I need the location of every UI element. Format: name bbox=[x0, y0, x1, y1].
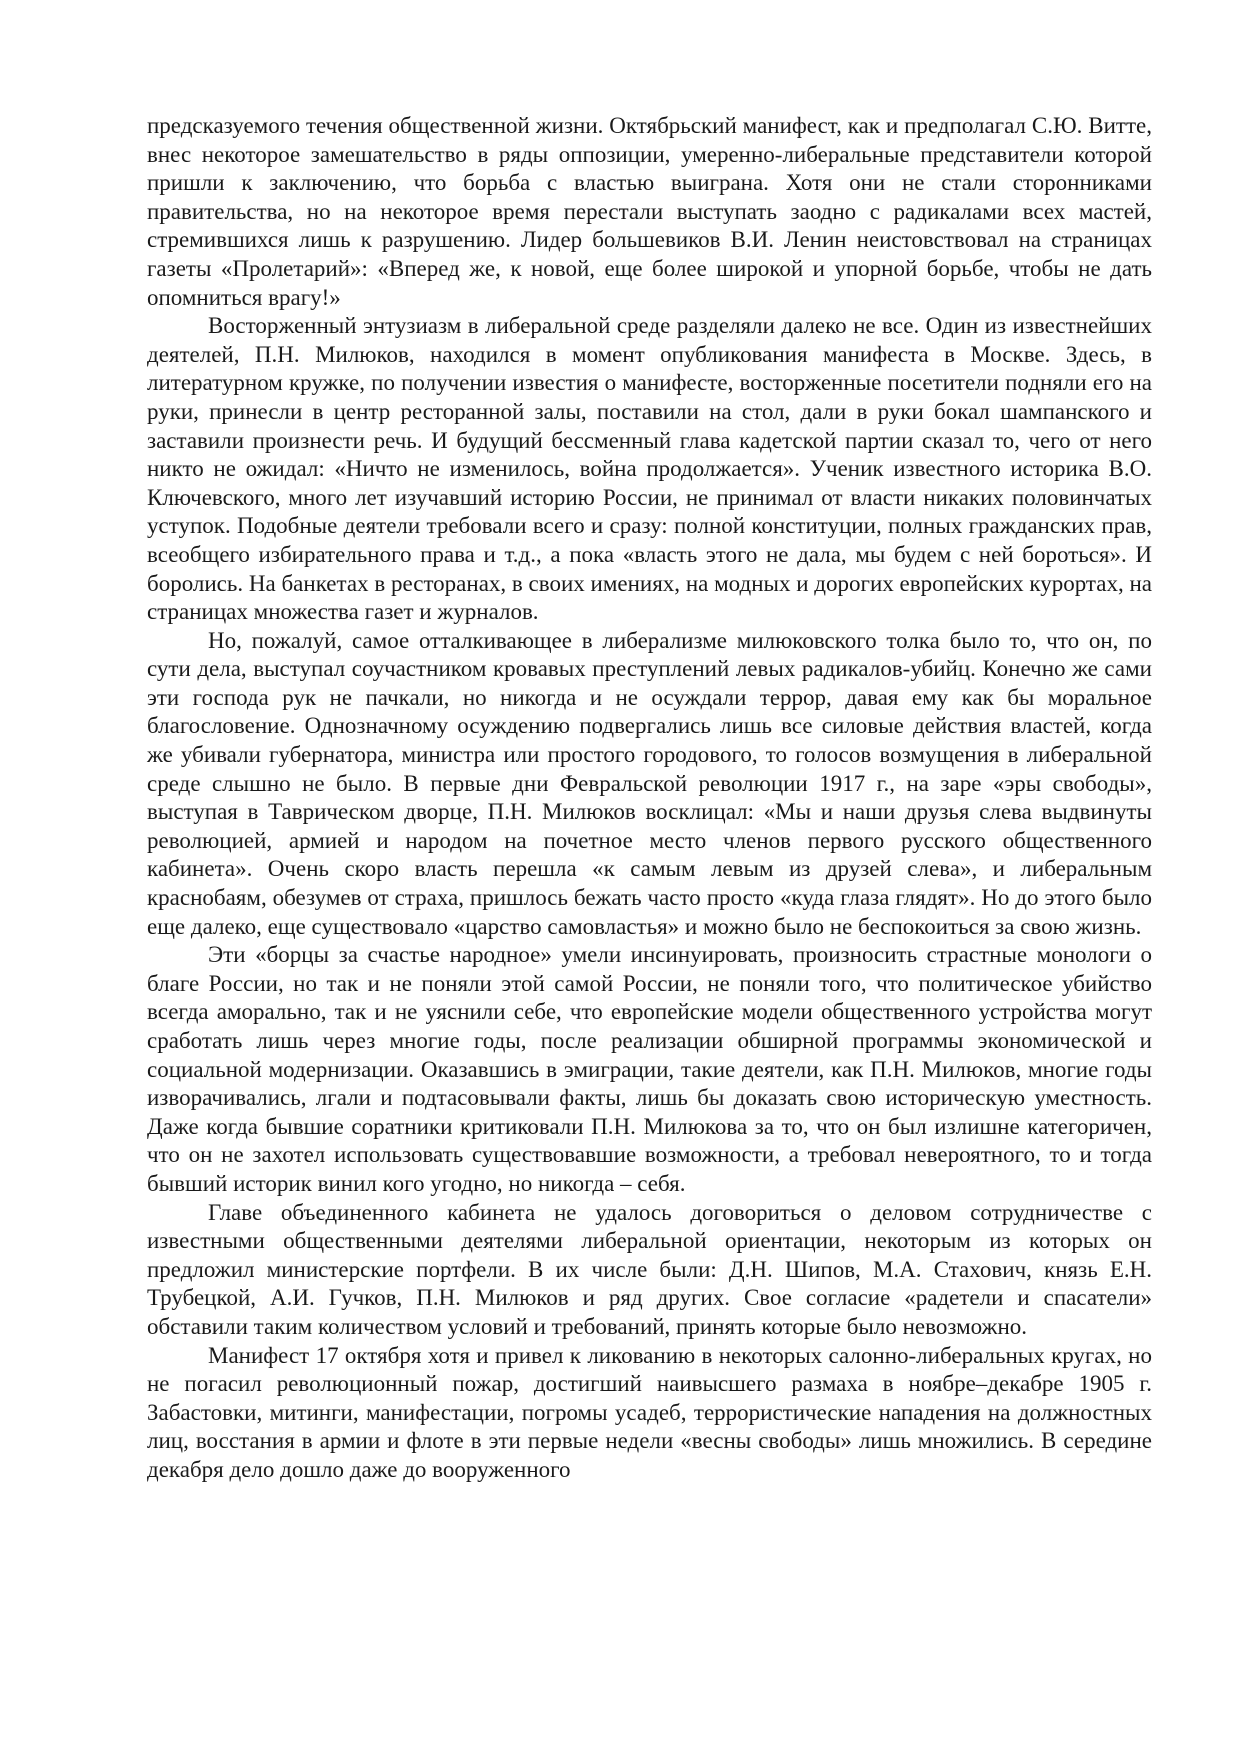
paragraph: Но, пожалуй, самое отталкивающее в либерализме милюковского толка было то, что он, по сути дела, выступал соучастником кровавых преступлений левых радикалов-убийц. Конечно же сами эти господа рук не пачкали, но никогда и не осуждали террор, давая ему как бы моральное благословение. Однозначному осуждению подвергались лишь все силовые действия властей, когда же убивали губернатора, министра или простого городового, то голосов возмущения в либеральной среде слышно не было. В первые дни Февральской революции 1917 г., на заре «эры свободы», выступая в Таврическом дворце, П.Н. Милюков восклицал: «Мы и наши друзья слева выдвинуты революцией, армией и народом на почетное место членов первого русского общественного кабинета». Очень скоро власть перешла «к самым левым из друзей слева», и либеральным краснобаям, обезумев от страха, пришлось бежать часто просто «куда глаза глядят». Но до этого было еще далеко, еще существовало «царство самовластья» и можно было не беспокоиться за свою жизнь. bbox=[147, 627, 1152, 939]
paragraph: Манифест 17 октября хотя и привел к ликованию в некоторых салонно-либеральных кругах, но не погасил революционный пожар, достигший наивысшего размаха в ноябре–декабре 1905 г. Забастовки, митинги, манифестации, погромы усадеб, террористические нападения на должностных лиц, восстания в армии и флоте в эти первые недели «весны свободы» лишь множились. В середине декабря дело дошло даже до вооруженного bbox=[147, 1342, 1152, 1482]
paragraph: Восторженный энтузиазм в либеральной среде разделяли далеко не все. Один из известнейших деятелей, П.Н. Милюков, находился в момент опубликования манифеста в Москве. Здесь, в литературном кружке, по получении известия о манифесте, восторженные посетители подняли его на руки, принесли в центр ресторанной залы, поставили на стол, дали в руки бокал шампанского и заставили произнести речь. И будущий бессменный глава кадетской партии сказал то, чего от него никто не ожидал: «Ничто не изменилось, война продолжается». Ученик известного историка В.О. Ключевского, много лет изучавший историю России, не принимал от власти никаких половинчатых уступок. Подобные деятели требовали всего и сразу: полной конституции, полных гражданских прав, всеобщего избирательного права и т.д., а пока «власть этого не дала, мы будем с ней бороться». И боролись. На банкетах в ресторанах, в своих имениях, на модных и дорогих европейских курортах, на страницах множества газет и журналов. bbox=[147, 313, 1152, 625]
paragraph: Эти «борцы за счастье народное» умели инсинуировать, произносить страстные монологи о благе России, но так и не поняли этой самой России, не поняли того, что политическое убийство всегда аморально, так и не уяснили себе, что европейские модели общественного устройства могут сработать лишь через многие годы, после реализации обширной программы экономической и социальной модернизации. Оказавшись в эмиграции, такие деятели, как П.Н. Милюков, многие годы изворачивались, лгали и подтасовывали факты, лишь бы доказать свою историческую уместность. Даже когда бывшие соратники критиковали П.Н. Милюкова за то, что он был излишне категоричен, что он не захотел использовать существовавшие возможности, а требовал невероятного, то и тогда бывший историк винил кого угодно, но никогда – себя. bbox=[147, 942, 1152, 1196]
paragraph: предсказуемого течения общественной жизни. Октябрьский манифест, как и предполагал С.Ю. Витте, внес некоторое замешательство в ряды оппозиции, умеренно-либеральные представители которой пришли к заключению, что борьба с властью выиграна. Хотя они не стали сторонниками правительства, но на некоторое время перестали выступать заодно с радикалами всех мастей, стремившихся лишь к разрушению. Лидер большевиков В.И. Ленин неистовствовал на страницах газеты «Пролетарий»: «Вперед же, к новой, еще более широкой и упорной борьбе, чтобы не дать опомниться врагу!» bbox=[147, 113, 1152, 310]
paragraph: Главе объединенного кабинета не удалось договориться о деловом сотрудничестве с известными общественными деятелями либеральной ориентации, некоторым из которых он предложил министерские портфели. В их числе были: Д.Н. Шипов, М.А. Стахович, князь Е.Н. Трубецкой, А.И. Гучков, П.Н. Милюков и ряд других. Свое согласие «радетели и спасатели» обставили таким количеством условий и требований, принять которые было невозможно. bbox=[147, 1199, 1152, 1339]
document-page bbox=[147, 112, 1152, 1485]
